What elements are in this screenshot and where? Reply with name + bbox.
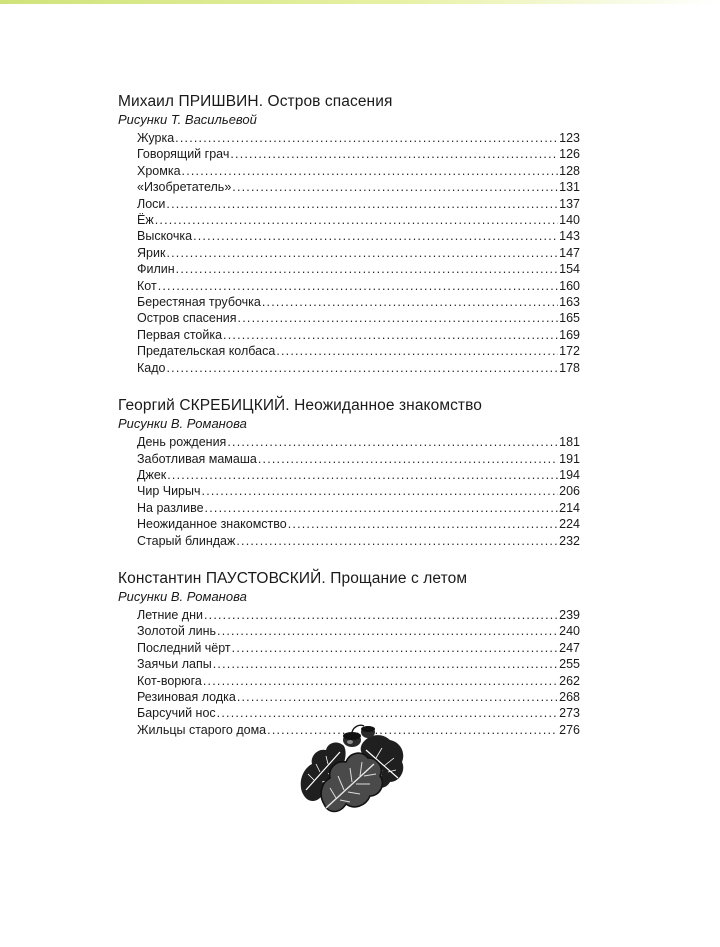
toc-entry[interactable] (137, 689, 580, 705)
entry-title: Остров спасения (137, 311, 237, 326)
entry-page: 214 (559, 500, 580, 515)
dot-leader (166, 245, 558, 261)
dot-leader (202, 483, 559, 499)
toc-entry[interactable] (137, 294, 580, 310)
toc-entry[interactable] (137, 196, 580, 212)
toc-entry[interactable] (137, 360, 580, 376)
dot-leader (175, 130, 558, 146)
dot-leader (238, 310, 559, 326)
dot-leader (213, 656, 558, 672)
dot-leader (182, 163, 559, 179)
toc-entry[interactable] (137, 163, 580, 179)
entry-list (137, 434, 580, 549)
toc-entry[interactable] (137, 228, 580, 244)
entry-title: Золотой линь (137, 624, 217, 639)
book-title: Прощание с летом (330, 569, 468, 587)
toc-entry[interactable] (137, 146, 580, 162)
dot-leader (155, 212, 558, 228)
entry-title: Резиновая лодка (137, 689, 236, 704)
author-first-name: Михаил (118, 93, 175, 110)
entry-title: Предательская колбаса (137, 344, 276, 359)
oak-leaves-acorn-icon (296, 720, 408, 820)
dot-leader (205, 500, 559, 516)
entry-title: Заячьи лапы (137, 657, 212, 672)
author-surname: ПРИШВИН. (178, 93, 264, 110)
dot-leader (176, 261, 558, 277)
dot-leader (276, 343, 558, 359)
toc-entry[interactable] (137, 640, 580, 656)
entry-title: Лоси (137, 196, 166, 211)
illustrator-credit: Рисунки Т. Васильевой (118, 112, 257, 127)
entry-title: Выскочка (137, 229, 193, 244)
illustrator-credit: Рисунки В. Романова (118, 588, 247, 604)
entry-title: Филин (137, 262, 175, 277)
dot-leader (262, 294, 558, 310)
entry-page: 178 (559, 360, 580, 375)
top-color-strip (0, 0, 720, 4)
toc-entry[interactable] (137, 327, 580, 343)
dot-leader (158, 278, 558, 294)
entry-page: 273 (559, 706, 580, 721)
section-prishvin (118, 92, 580, 376)
entry-page: 239 (559, 607, 580, 622)
section-heading (118, 396, 580, 416)
entry-page: 206 (559, 484, 580, 499)
entry-list (137, 607, 580, 738)
toc-entry[interactable] (137, 278, 580, 294)
entry-page: 181 (559, 435, 580, 450)
entry-page: 255 (559, 657, 580, 672)
dot-leader (193, 228, 558, 244)
entry-page: 194 (559, 467, 580, 482)
toc-entry[interactable] (137, 179, 580, 195)
entry-title: Чир Чирыч (137, 484, 201, 499)
dot-leader (166, 360, 558, 376)
entry-page: 126 (559, 147, 580, 162)
entry-page: 160 (559, 278, 580, 293)
illustrator-credit: Рисунки В. Романова (118, 416, 247, 432)
section-skrebitsky (118, 396, 580, 549)
dot-leader (217, 623, 558, 639)
toc-entry[interactable] (137, 673, 580, 689)
author-surname: СКРЕБИЦКИЙ. (179, 397, 290, 415)
dot-leader (223, 327, 558, 343)
entry-page: 165 (559, 311, 580, 326)
toc-entry[interactable] (137, 245, 580, 261)
entry-title: Старый блиндаж (137, 533, 236, 548)
section-heading (118, 92, 580, 112)
entry-title: На разливе (137, 500, 204, 515)
entry-page: 128 (559, 163, 580, 178)
dot-leader (204, 607, 558, 623)
entry-title: Неожиданное знакомство (137, 517, 287, 532)
toc-entry[interactable] (137, 212, 580, 228)
entry-title: Заботливая мамаша (137, 451, 257, 466)
entry-page: 154 (559, 262, 580, 277)
entry-title: Первая стойка (137, 327, 223, 342)
toc-entry[interactable] (137, 656, 580, 672)
toc-entry[interactable] (137, 467, 580, 483)
dot-leader (230, 146, 558, 162)
entry-page: 137 (559, 196, 580, 211)
entry-title: Ярик (137, 245, 166, 260)
toc-entry[interactable] (137, 533, 580, 549)
dot-leader (258, 451, 558, 467)
dot-leader (237, 689, 558, 705)
section-heading (118, 569, 580, 589)
dot-leader (288, 516, 558, 532)
toc-entry[interactable] (137, 261, 580, 277)
entry-page: 247 (559, 640, 580, 655)
entry-title: Последний чёрт (137, 640, 231, 655)
dot-leader (232, 179, 558, 195)
author-first-name: Константин (118, 569, 202, 587)
entry-title: «Изобретатель» (137, 180, 232, 195)
toc-entry[interactable] (137, 607, 580, 623)
entry-title: Кадо (137, 360, 166, 375)
toc-entry[interactable] (137, 483, 580, 499)
entry-page: 143 (559, 229, 580, 244)
entry-page: 191 (559, 451, 580, 466)
entry-page: 268 (559, 689, 580, 704)
entry-page: 240 (559, 624, 580, 639)
dot-leader (236, 533, 558, 549)
entry-title: Ёж (137, 213, 154, 228)
entry-page: 169 (559, 327, 580, 342)
dot-leader (166, 196, 558, 212)
book-title: Неожиданное знакомство (294, 397, 483, 415)
entry-title: Барсучий нос (137, 706, 216, 721)
entry-title: Жильцы старого дома (137, 722, 267, 737)
entry-page: 232 (559, 533, 580, 548)
entry-title: Кот (137, 278, 157, 293)
entry-title: Хромка (137, 163, 181, 178)
entry-page: 140 (559, 213, 580, 228)
author-surname: ПАУСТОВСКИЙ. (205, 569, 326, 587)
toc-entry[interactable] (137, 623, 580, 639)
entry-page: 147 (559, 245, 580, 260)
toc-entry[interactable] (137, 434, 580, 450)
entry-title: Летние дни (137, 607, 203, 622)
entry-page: 163 (559, 295, 580, 310)
entry-page: 131 (559, 180, 580, 195)
entry-title: Кот-ворюга (137, 673, 202, 688)
entry-title: Берестяная трубочка (137, 295, 261, 310)
entry-page: 123 (559, 131, 580, 145)
section-paustovsky (118, 569, 580, 738)
dot-leader (227, 434, 558, 450)
entry-page: 172 (559, 344, 580, 359)
entry-title: День рождения (137, 435, 227, 450)
entry-page: 224 (559, 517, 580, 532)
dot-leader (203, 673, 558, 689)
toc-entry[interactable] (137, 130, 580, 146)
entry-title: Журка (137, 131, 175, 145)
author-first-name: Георгий (118, 397, 175, 415)
toc-entry[interactable] (137, 343, 580, 359)
entry-title: Джек (137, 467, 167, 482)
entry-title: Говорящий грач (137, 147, 230, 162)
book-title: Остров спасения (267, 93, 393, 110)
toc-entry[interactable] (137, 310, 580, 326)
entry-page: 262 (559, 673, 580, 688)
toc-entry[interactable] (137, 516, 580, 532)
entry-list (137, 130, 580, 376)
table-of-contents (118, 92, 580, 758)
entry-page: 276 (559, 722, 580, 737)
toc-entry[interactable] (137, 451, 580, 467)
toc-entry[interactable] (137, 500, 580, 516)
dot-leader (167, 467, 558, 483)
dot-leader (232, 640, 558, 656)
